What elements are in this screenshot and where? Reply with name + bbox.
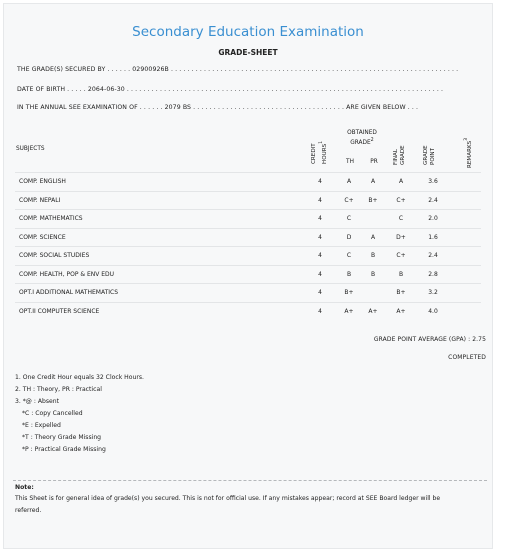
grade-point-value: 4.0	[428, 307, 438, 315]
grade-point-value: 2.4	[428, 252, 438, 259]
grade-point-value: 3.2	[428, 289, 438, 296]
grade-point-value: 3.6	[428, 178, 438, 185]
table-row	[15, 209, 481, 227]
final-grade-value: C	[398, 215, 404, 222]
footnote-credit-hours: 1. One Credit Hour equals 32 Clock Hours.	[15, 374, 144, 381]
subjects-header: SUBJECTS	[16, 146, 45, 152]
pr-grade-value: B	[370, 270, 376, 278]
pr-grade-value: A	[370, 178, 376, 185]
gpa-text: GRADE POINT AVERAGE (GPA) : 2.75	[373, 336, 486, 343]
credit-hours-value: 4	[318, 289, 322, 296]
remarks-header: REMARKS$^3$	[464, 137, 473, 168]
subject-name: OPT.II COMPUTER SCIENCE	[19, 307, 100, 315]
subject-name: COMP. ENGLISH	[19, 178, 66, 185]
note-text-line-2: referred.	[15, 507, 42, 514]
completion-status: COMPLETED	[448, 354, 486, 361]
credit-hours-header: CREDIT HOURS$^1$	[311, 140, 328, 164]
final-grade-value: C+	[396, 252, 406, 259]
pr-grade-value: B+	[368, 196, 378, 204]
table-row	[15, 265, 481, 283]
th-grade-value: A+	[344, 307, 354, 315]
th-grade-value: A	[346, 178, 352, 185]
table-row	[15, 302, 481, 320]
grade-secured-by-line: THE GRADE(S) SECURED BY . . . . . . 02900926B . . . . . . . . . . . . . . . . . . . . . . . . . . . . . . . . . . . . . . . . . . . . . . . . . . . . . . . . . . . . . . . . . . . . . .	[17, 66, 459, 73]
note-label: Note:	[15, 484, 34, 491]
credit-hours-value: 4	[318, 233, 322, 241]
table-row	[15, 283, 481, 301]
subject-name: COMP. NEPALI	[19, 196, 61, 204]
pr-grade-value: B	[370, 252, 376, 259]
subject-name: OPT.I ADDITIONAL MATHEMATICS	[19, 289, 119, 296]
date-of-birth-line: DATE OF BIRTH . . . . . 2064-06-30 . . . . . . . . . . . . . . . . . . . . . . . . . . . . . . . . . . . . . . . . . . . . . . . . . . . . . . . . . . . . . . . . . . . . . . . . . . . . .	[17, 86, 444, 93]
footnote-copy-cancelled: *C : Copy Cancelled	[22, 410, 83, 417]
table-row	[15, 191, 481, 209]
page-title: Secondary Education Examination	[132, 24, 364, 40]
grade-point-header: GRADE POINT	[423, 145, 436, 165]
final-grade-header: FINAL GRADE	[393, 145, 406, 165]
final-grade-value: D+	[396, 233, 406, 241]
divider	[13, 480, 487, 481]
credit-hours-value: 4	[318, 252, 322, 259]
final-grade-value: C+	[396, 196, 406, 204]
credit-hours-value: 4	[318, 307, 322, 315]
table-row	[15, 246, 481, 264]
footnote-absent: 3. *@ : Absent	[15, 398, 60, 405]
subject-name: COMP. SOCIAL STUDIES	[19, 252, 90, 259]
footnote-expelled: *E : Expelled	[22, 422, 61, 429]
note-text-line-1: This Sheet is for general idea of grade(s) you secured. This is not for official use. If any mistakes appear; record at SEE Board ledger will be	[15, 495, 441, 502]
grade-point-value: 1.6	[428, 233, 438, 241]
table-row	[15, 172, 481, 190]
credit-hours-value: 4	[318, 196, 322, 204]
obtained-grade-header: OBTAINED GRADE$^2$	[347, 130, 377, 146]
credit-hours-value: 4	[318, 178, 322, 185]
credit-hours-value: 4	[318, 215, 322, 222]
table-row	[15, 228, 481, 246]
grade-point-value: 2.4	[428, 196, 438, 204]
th-grade-value: D	[346, 233, 352, 241]
subject-name: COMP. HEALTH, POP & ENV EDU	[19, 270, 115, 278]
pr-grade-value: A+	[368, 307, 378, 315]
footnote-th-pr: 2. TH : Theory, PR : Practical	[15, 386, 102, 393]
exam-year-line: IN THE ANNUAL SEE EXAMINATION OF . . . . . . 2079 BS . . . . . . . . . . . . . . . . . . . . . . . . . . . . . . . . . . . . . ARE GIVEN BELOW . . .	[17, 104, 419, 111]
th-grade-value: C+	[344, 196, 354, 204]
footnote-theory-missing: *T : Theory Grade Missing	[22, 434, 102, 441]
th-grade-value: C	[346, 215, 352, 222]
pr-grade-value: A	[370, 233, 376, 241]
grade-sheet-heading: GRADE-SHEET	[218, 48, 278, 57]
subject-name: COMP. MATHEMATICS	[19, 215, 83, 222]
th-grade-value: B+	[344, 289, 354, 296]
final-grade-value: A	[398, 178, 404, 185]
th-header: TH	[346, 159, 354, 165]
final-grade-value: B+	[396, 289, 406, 296]
final-grade-value: B	[398, 270, 404, 278]
th-grade-value: C	[346, 252, 352, 259]
footnote-practical-missing: *P : Practical Grade Missing	[22, 446, 106, 453]
final-grade-value: A+	[396, 307, 406, 315]
grade-sheet	[3, 3, 493, 549]
grade-point-value: 2.8	[428, 270, 438, 278]
pr-header: PR	[370, 159, 378, 165]
grade-point-value: 2.0	[428, 215, 438, 222]
credit-hours-value: 4	[318, 270, 322, 278]
th-grade-value: B	[346, 270, 352, 278]
subject-name: COMP. SCIENCE	[19, 233, 66, 241]
